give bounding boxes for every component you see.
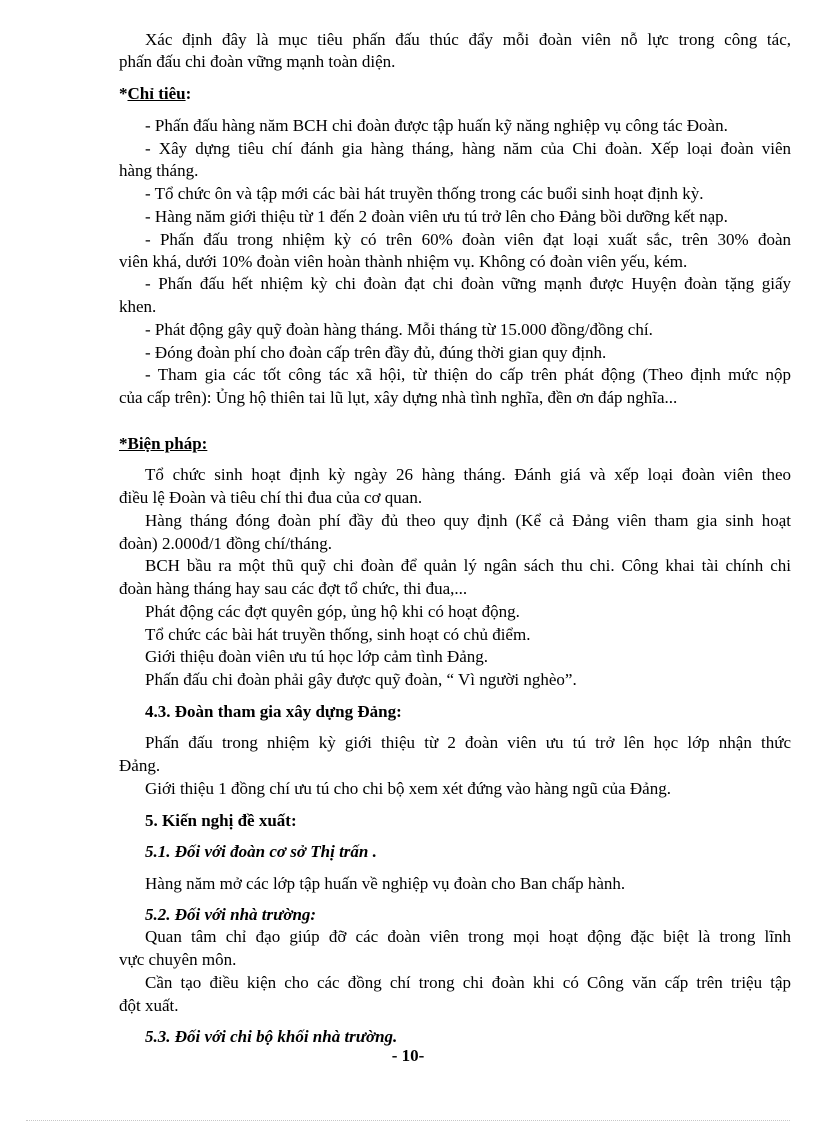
- section-heading-4-3: 4.3. Đoàn tham gia xây dựng Đảng:: [145, 702, 402, 721]
- paragraph-line: Hàng tháng đóng đoàn phí đầy đủ theo quy định (Kể cả Đảng viên tham gia sinh hoạt: [145, 511, 791, 530]
- paragraph-line: Đảng.: [119, 756, 161, 775]
- paragraph-line: vực chuyên môn.: [119, 950, 237, 969]
- paragraph-line: Tổ chức các bài hát truyền thống, sinh hoạt có chủ điểm.: [145, 625, 531, 644]
- paragraph-line: Phấn đấu trong nhiệm kỳ giới thiệu từ 2 đoàn viên ưu tú trở lên học lớp nhận thức: [145, 733, 791, 752]
- list-item-continuation: của cấp trên): Ủng hộ thiên tai lũ lụt, xây dựng nhà tình nghĩa, đền ơn đáp nghĩa...: [119, 388, 678, 407]
- list-item-continuation: viên khá, dưới 10% đoàn viên hoàn thành nhiệm vụ. Không có đoàn viên yếu, kém.: [119, 252, 688, 271]
- list-item: - Tổ chức ôn và tập mới các bài hát truyền thống trong các buổi sinh hoạt định kỳ.: [145, 184, 704, 203]
- paragraph-line: Cần tạo điều kiện cho các đồng chí trong chi đoàn khi có Công văn cấp trên triệu tập: [145, 973, 791, 992]
- paragraph-line: Tổ chức sinh hoạt định kỳ ngày 26 hàng tháng. Đánh giá và xếp loại đoàn viên theo: [145, 465, 791, 484]
- list-item: - Hàng năm giới thiệu từ 1 đến 2 đoàn viên ưu tú trở lên cho Đảng bồi dưỡng kết nạp.: [145, 207, 728, 226]
- section-heading-measures: *Biện pháp:: [119, 434, 208, 453]
- list-item: - Phấn đấu trong nhiệm kỳ có trên 60% đoàn viên đạt loại xuất sắc, trên 30% đoàn: [145, 230, 791, 249]
- page-bottom-divider: [26, 1120, 790, 1121]
- paragraph-line: Xác định đây là mục tiêu phấn đấu thúc đẩy mỗi đoàn viên nỗ lực trong công tác,: [145, 30, 791, 49]
- paragraph-line: đoàn hàng tháng hay sau các đợt tổ chức, thi đua,...: [119, 579, 468, 598]
- page-number: - 10-: [391, 1046, 425, 1065]
- paragraph-line: Giới thiệu đoàn viên ưu tú học lớp cảm tình Đảng.: [145, 647, 489, 666]
- paragraph-line: Hàng năm mở các lớp tập huấn về nghiệp vụ đoàn cho Ban chấp hành.: [145, 874, 626, 893]
- heading-label: Chỉ tiêu: [127, 84, 186, 103]
- list-item-continuation: hàng tháng.: [119, 161, 199, 180]
- paragraph-line: Giới thiệu 1 đồng chí ưu tú cho chi bộ xem xét đứng vào hàng ngũ của Đảng.: [145, 779, 671, 798]
- section-heading-5-2: 5.2. Đối với nhà trường:: [145, 905, 317, 924]
- paragraph-line: Phấn đấu chi đoàn phải gây được quỹ đoàn, “ Vì người nghèo”.: [145, 670, 577, 689]
- list-item: - Phát động gây quỹ đoàn hàng tháng. Mỗi tháng từ 15.000 đồng/đồng chí.: [145, 320, 653, 339]
- paragraph-line: Phát động các đợt quyên góp, ủng hộ khi có hoạt động.: [145, 602, 520, 621]
- paragraph-line: đột xuất.: [119, 996, 179, 1015]
- list-item: - Xây dựng tiêu chí đánh gia hàng tháng, hàng năm của Chi đoàn. Xếp loại đoàn viên: [145, 139, 791, 158]
- paragraph-line: Quan tâm chỉ đạo giúp đỡ các đoàn viên trong mọi hoạt động đặc biệt là trong lĩnh: [145, 927, 791, 946]
- paragraph-line: BCH bầu ra một thũ quỹ chi đoàn để quản lý ngân sách thu chi. Công khai tài chính chi: [145, 556, 791, 575]
- section-heading-5-3: 5.3. Đối với chi bộ khối nhà trường.: [145, 1027, 398, 1046]
- paragraph-line: điều lệ Đoàn và tiêu chí thi đua của cơ quan.: [119, 488, 423, 507]
- paragraph-line: phấn đấu chi đoàn vững mạnh toàn diện.: [119, 52, 396, 71]
- paragraph-line: đoàn) 2.000đ/1 đồng chí/tháng.: [119, 534, 332, 553]
- heading-colon: :: [185, 84, 192, 103]
- list-item: - Đóng đoàn phí cho đoàn cấp trên đầy đủ, đúng thời gian quy định.: [145, 343, 607, 362]
- list-item: - Phấn đấu hết nhiệm kỳ chi đoàn đạt chi đoàn vững mạnh được Huyện đoàn tặng giấy: [145, 274, 791, 293]
- list-item-continuation: khen.: [119, 297, 157, 316]
- heading-asterisk: *: [119, 84, 128, 103]
- section-heading-5-1: 5.1. Đối với đoàn cơ sở Thị trấn .: [145, 842, 377, 861]
- section-heading-targets: [119, 83, 191, 105]
- section-heading-5: 5. Kiến nghị đề xuất:: [145, 811, 297, 830]
- list-item: - Phấn đấu hàng năm BCH chi đoàn được tập huấn kỹ năng nghiệp vụ công tác Đoàn.: [145, 116, 728, 135]
- list-item: - Tham gia các tốt công tác xã hội, từ thiện do cấp trên phát động (Theo định mức nộp: [145, 365, 791, 384]
